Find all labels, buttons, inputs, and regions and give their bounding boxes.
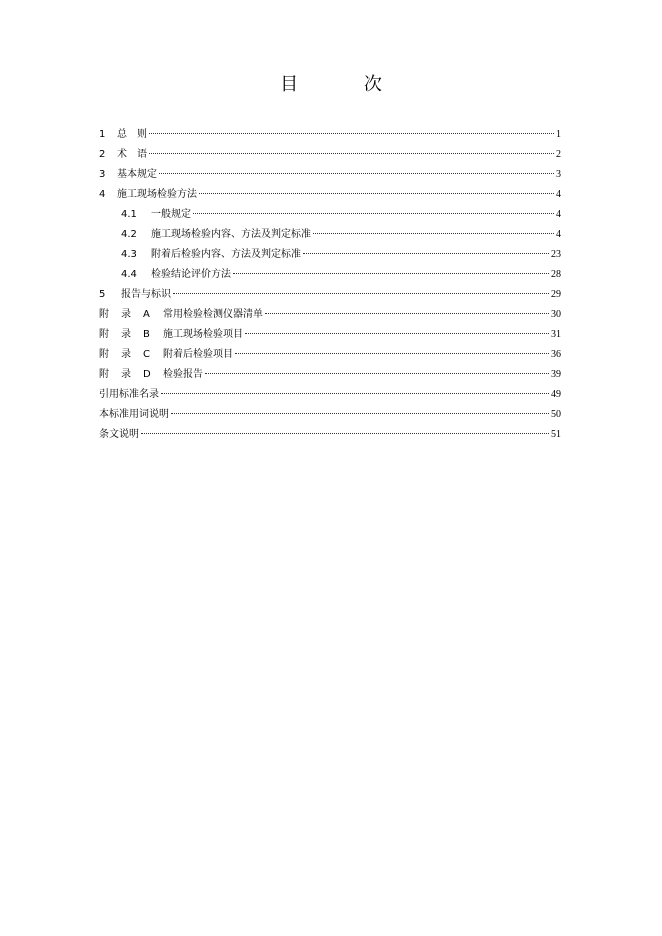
appendix-prefix: 附 — [99, 329, 109, 340]
toc-label: 施工现场检验内容、方法及判定标准 — [151, 229, 311, 240]
toc-label: 附着后检验内容、方法及判定标准 — [151, 249, 301, 260]
dot-leader — [193, 213, 554, 214]
dot-leader — [173, 293, 549, 294]
toc-entry-5[interactable] — [99, 285, 561, 305]
dot-leader — [205, 373, 549, 374]
toc-number: 3 — [99, 169, 106, 180]
toc-number: 2 — [99, 149, 106, 160]
toc-page-number: 1 — [556, 129, 561, 140]
toc-page-number: 28 — [551, 269, 561, 280]
appendix-prefix: 附 — [99, 369, 109, 380]
toc-number: 1 — [99, 129, 106, 140]
appendix-letter: A — [143, 309, 150, 320]
table-of-contents — [99, 125, 561, 445]
toc-page-number: 23 — [551, 249, 561, 260]
appendix-letter: B — [143, 329, 150, 340]
toc-page-number: 51 — [551, 429, 561, 440]
toc-label: 条文说明 — [99, 429, 139, 440]
dot-leader — [233, 273, 549, 274]
appendix-prefix: 附 — [99, 309, 109, 320]
toc-entry-4-2[interactable] — [99, 225, 561, 245]
dot-leader — [141, 433, 549, 434]
toc-label: 一般规定 — [151, 209, 191, 220]
toc-entry-clause-explanation[interactable] — [99, 425, 561, 445]
toc-label: 本标准用词说明 — [99, 409, 169, 420]
toc-number: 4.2 — [121, 229, 137, 240]
toc-entry-referenced-standards[interactable] — [99, 385, 561, 405]
dot-leader — [159, 173, 554, 174]
toc-number: 4.4 — [121, 269, 137, 280]
toc-page-number: 4 — [556, 209, 561, 220]
toc-label: 常用检验检测仪器清单 — [163, 309, 263, 320]
dot-leader — [313, 233, 554, 234]
appendix-letter: D — [143, 369, 151, 380]
toc-number: 5 — [99, 289, 106, 300]
appendix-prefix: 录 — [121, 369, 131, 380]
toc-page-number: 3 — [556, 169, 561, 180]
toc-page-number: 49 — [551, 389, 561, 400]
appendix-prefix: 录 — [121, 309, 131, 320]
toc-entry-appendix-b[interactable] — [99, 325, 561, 345]
toc-entry-1[interactable] — [99, 125, 561, 145]
toc-page-number: 31 — [551, 329, 561, 340]
dot-leader — [303, 253, 549, 254]
toc-label: 施工现场检验方法 — [117, 189, 197, 200]
dot-leader — [265, 313, 549, 314]
toc-page-number: 30 — [551, 309, 561, 320]
toc-entry-4-3[interactable] — [99, 245, 561, 265]
toc-page-number: 29 — [551, 289, 561, 300]
toc-label: 术 语 — [117, 149, 147, 160]
toc-number: 4 — [99, 189, 106, 200]
toc-page-number: 4 — [556, 229, 561, 240]
appendix-prefix: 附 — [99, 349, 109, 360]
toc-label: 检验结论评价方法 — [151, 269, 231, 280]
toc-label: 基本规定 — [117, 169, 157, 180]
toc-entry-4[interactable] — [99, 185, 561, 205]
toc-entry-4-1[interactable] — [99, 205, 561, 225]
toc-entry-3[interactable] — [99, 165, 561, 185]
toc-entry-2[interactable] — [99, 145, 561, 165]
dot-leader — [245, 333, 549, 334]
toc-page-number: 36 — [551, 349, 561, 360]
toc-entry-4-4[interactable] — [99, 265, 561, 285]
toc-label: 附着后检验项目 — [163, 349, 233, 360]
toc-label: 报告与标识 — [121, 289, 171, 300]
toc-label: 总 则 — [117, 129, 147, 140]
dot-leader — [149, 133, 554, 134]
toc-page-number: 2 — [556, 149, 561, 160]
toc-label: 施工现场检验项目 — [163, 329, 243, 340]
toc-label: 检验报告 — [163, 369, 203, 380]
toc-entry-appendix-c[interactable] — [99, 345, 561, 365]
toc-page-number: 4 — [556, 189, 561, 200]
toc-number: 4.3 — [121, 249, 137, 260]
dot-leader — [235, 353, 549, 354]
dot-leader — [161, 393, 549, 394]
toc-entry-wording-explanation[interactable] — [99, 405, 561, 425]
toc-page-number: 50 — [551, 409, 561, 420]
appendix-letter: C — [143, 349, 150, 360]
toc-entry-appendix-d[interactable] — [99, 365, 561, 385]
toc-page-number: 39 — [551, 369, 561, 380]
page-title: 目 次 — [280, 74, 412, 95]
dot-leader — [199, 193, 554, 194]
toc-number: 4.1 — [121, 209, 137, 220]
dot-leader — [171, 413, 549, 414]
appendix-prefix: 录 — [121, 329, 131, 340]
toc-entry-appendix-a[interactable] — [99, 305, 561, 325]
dot-leader — [149, 153, 554, 154]
appendix-prefix: 录 — [121, 349, 131, 360]
toc-label: 引用标准名录 — [99, 389, 159, 400]
